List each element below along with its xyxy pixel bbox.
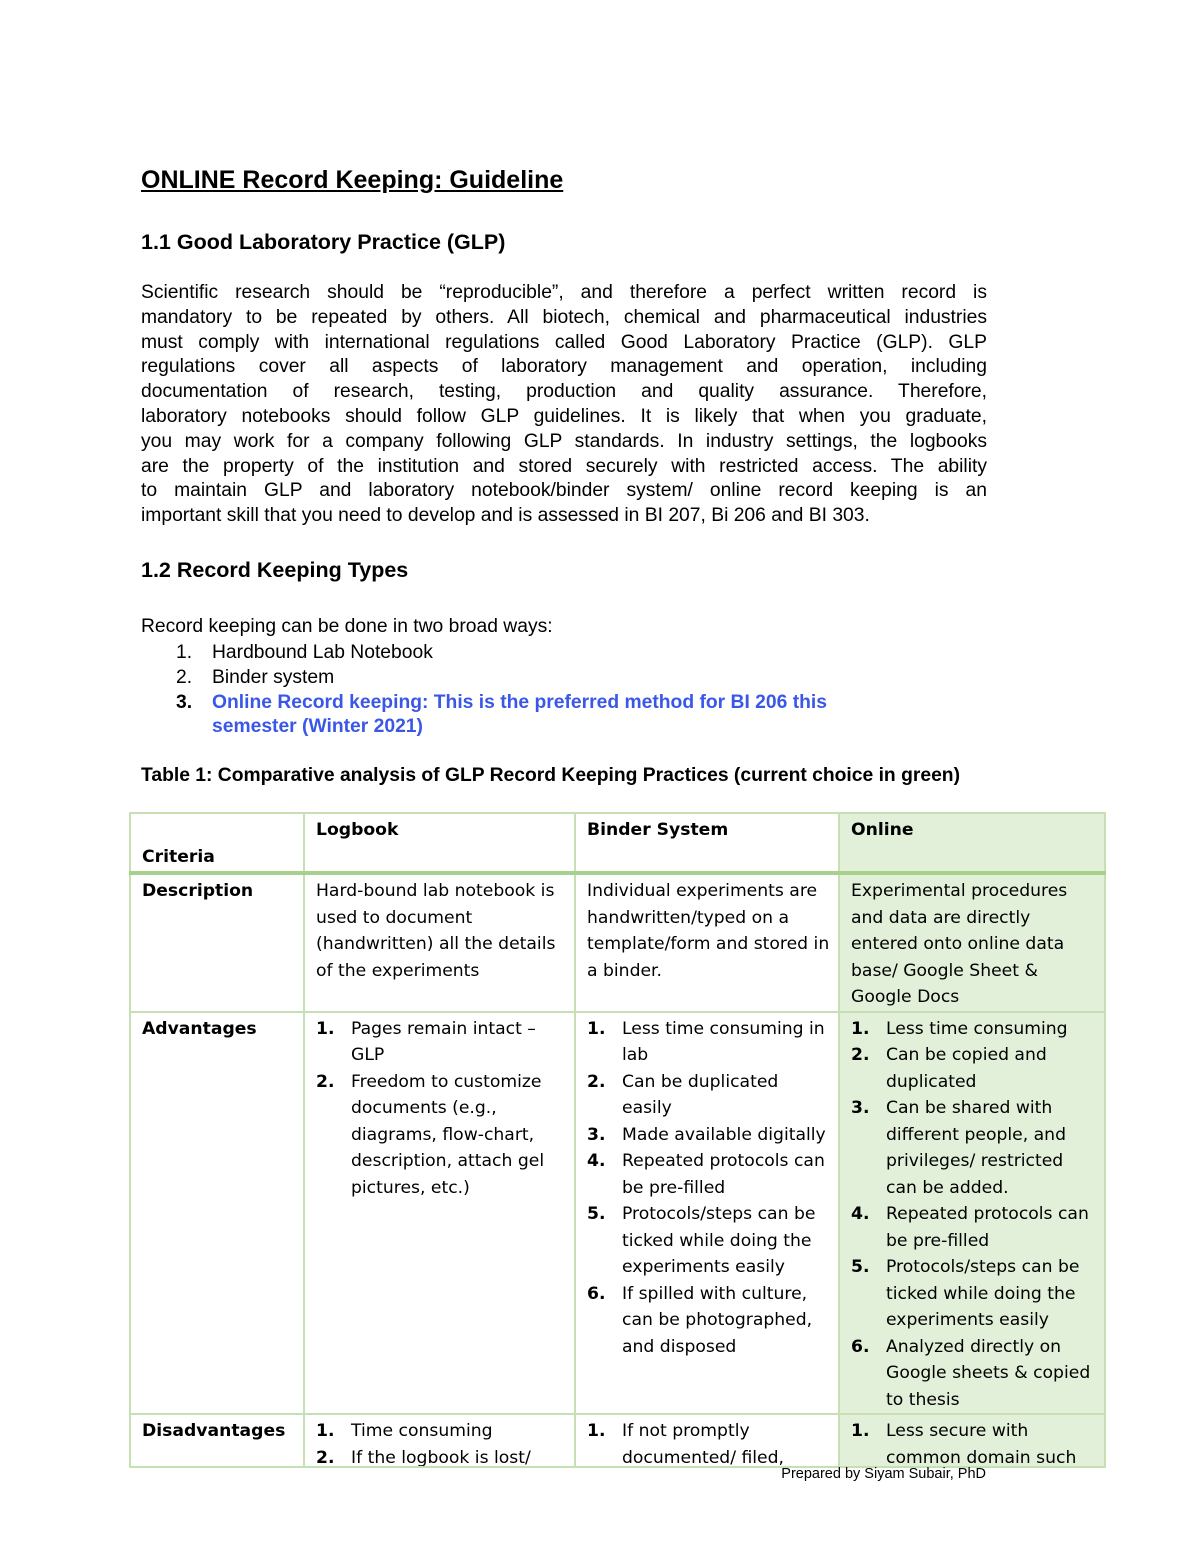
list-number: 1. — [176, 642, 193, 663]
numbered-list — [587, 1016, 830, 1361]
list-item: 1. If not promptly documented/ filed, — [587, 1421, 785, 1466]
table-cell — [575, 1414, 839, 1467]
numbered-list — [851, 1418, 1096, 1466]
list-item: 6. If spilled with culture, can be photographed, and disposed — [587, 1283, 813, 1357]
row-label: Advantages — [130, 1012, 304, 1415]
paragraph-line: are the property of the institution and stored securely with restricted access. The ability — [141, 455, 987, 477]
section-heading-types: 1.2 Record Keeping Types — [141, 558, 409, 582]
paragraph-line: regulations cover all aspects of laboratory management and operation, including — [141, 356, 987, 378]
list-item: 1. Time consuming — [316, 1421, 493, 1441]
list-item: 1. Less time consuming in lab — [587, 1018, 825, 1065]
header-criteria: Criteria — [130, 813, 304, 873]
row-label: Disadvantages — [130, 1414, 304, 1467]
paragraph-line: mandatory to be repeated by others. All biotech, chemical and pharmaceutical industries — [141, 306, 987, 328]
list-item: 3. Can be shared with different people, and privileges/ restricted can be added. — [851, 1098, 1066, 1198]
row-label: Description — [130, 873, 304, 1012]
table-cell: Experimental procedures and data are directly entered onto online data base/ Google Sheet & Google Docs — [839, 873, 1105, 1012]
paragraph-line: must comply with international regulations called Good Laboratory Practice (GLP). GLP — [141, 331, 987, 353]
list-item: 4. Repeated protocols can be pre-filled — [851, 1204, 1089, 1251]
paragraph-line: important skill that you need to develop and is assessed in BI 207, Bi 206 and BI 303. — [141, 505, 870, 527]
glp-paragraph — [141, 281, 987, 529]
list-item-preferred — [141, 691, 827, 741]
list-item: 1. Less time consuming — [851, 1018, 1068, 1039]
list-item: 5. Protocols/steps can be ticked while doing the experiments easily — [587, 1204, 816, 1277]
list-text: Binder system — [212, 666, 335, 688]
list-item: 4. Repeated protocols can be pre-filled — [587, 1151, 825, 1198]
list-number: 3. — [176, 691, 193, 713]
numbered-list — [851, 1016, 1096, 1414]
list-item: 2. Can be duplicated easily — [587, 1071, 779, 1118]
list-text: Hardbound Lab Notebook — [212, 642, 433, 663]
list-item: 6. Analyzed directly on Google sheets & copied to thesis — [851, 1336, 1091, 1410]
table-header-row — [130, 813, 1105, 873]
list-item: 3. Made available digitally — [587, 1124, 826, 1145]
table-cell: Hard-bound lab notebook is used to document (handwritten) all the details of the experiments — [304, 873, 575, 1012]
paragraph-line: Scientific research should be “reproducible”, and therefore a perfect written record is — [141, 282, 987, 303]
list-item — [141, 666, 827, 691]
table-cell — [839, 1012, 1105, 1415]
table-cell — [575, 1012, 839, 1415]
numbered-list — [316, 1418, 566, 1466]
page-title: ONLINE Record Keeping: Guideline — [141, 166, 564, 194]
paragraph-line: to maintain GLP and laboratory notebook/binder system/ online record keeping is an — [141, 480, 987, 502]
paragraph-line: laboratory notebooks should follow GLP guidelines. It is likely that when you graduate, — [141, 405, 987, 427]
paragraph-line: documentation of research, testing, production and quality assurance. Therefore, — [141, 381, 987, 403]
list-item: 1. Less secure with common domain such — [851, 1421, 1077, 1466]
list-number: 2. — [176, 666, 193, 688]
table-cell — [304, 1414, 575, 1467]
section-heading-glp: 1.1 Good Laboratory Practice (GLP) — [141, 230, 506, 254]
header-online: Online — [839, 813, 1105, 873]
list-item: 5. Protocols/steps can be ticked while doing the experiments easily — [851, 1257, 1080, 1330]
types-intro: Record keeping can be done in two broad ways: — [141, 616, 553, 637]
table-row-disadvantages — [130, 1414, 1105, 1467]
paragraph-line: you may work for a company following GLP standards. In industry settings, the logbooks — [141, 430, 987, 452]
comparison-table — [129, 812, 1106, 1468]
list-item — [141, 641, 827, 666]
numbered-list — [587, 1418, 830, 1466]
numbered-list — [316, 1016, 566, 1202]
table-row-description — [130, 873, 1105, 1012]
list-item: 2. Can be copied and duplicated — [851, 1045, 1047, 1092]
list-text-continued: semester (Winter 2021) — [212, 716, 423, 738]
page-footer: Prepared by Siyam Subair, PhD — [781, 1466, 986, 1482]
list-item: 2. If the logbook is lost/ — [316, 1447, 531, 1466]
table-row-advantages — [130, 1012, 1105, 1415]
header-binder: Binder System — [575, 813, 839, 873]
table-cell — [304, 1012, 575, 1415]
header-logbook: Logbook — [304, 813, 575, 873]
table-cell: Individual experiments are handwritten/typed on a template/form and stored in a binder. — [575, 873, 839, 1012]
list-text: Online Record keeping: This is the preferred method for BI 206 this — [212, 691, 827, 713]
list-item: 1. Pages remain intact – GLP — [316, 1018, 536, 1065]
list-item: 2. Freedom to customize documents (e.g., diagrams, flow-chart, description, attach gel pictures, etc.) — [316, 1071, 545, 1198]
table-caption: Table 1: Comparative analysis of GLP Record Keeping Practices (current choice in green) — [141, 765, 960, 786]
table-cell — [839, 1414, 1105, 1467]
types-list — [141, 641, 827, 740]
